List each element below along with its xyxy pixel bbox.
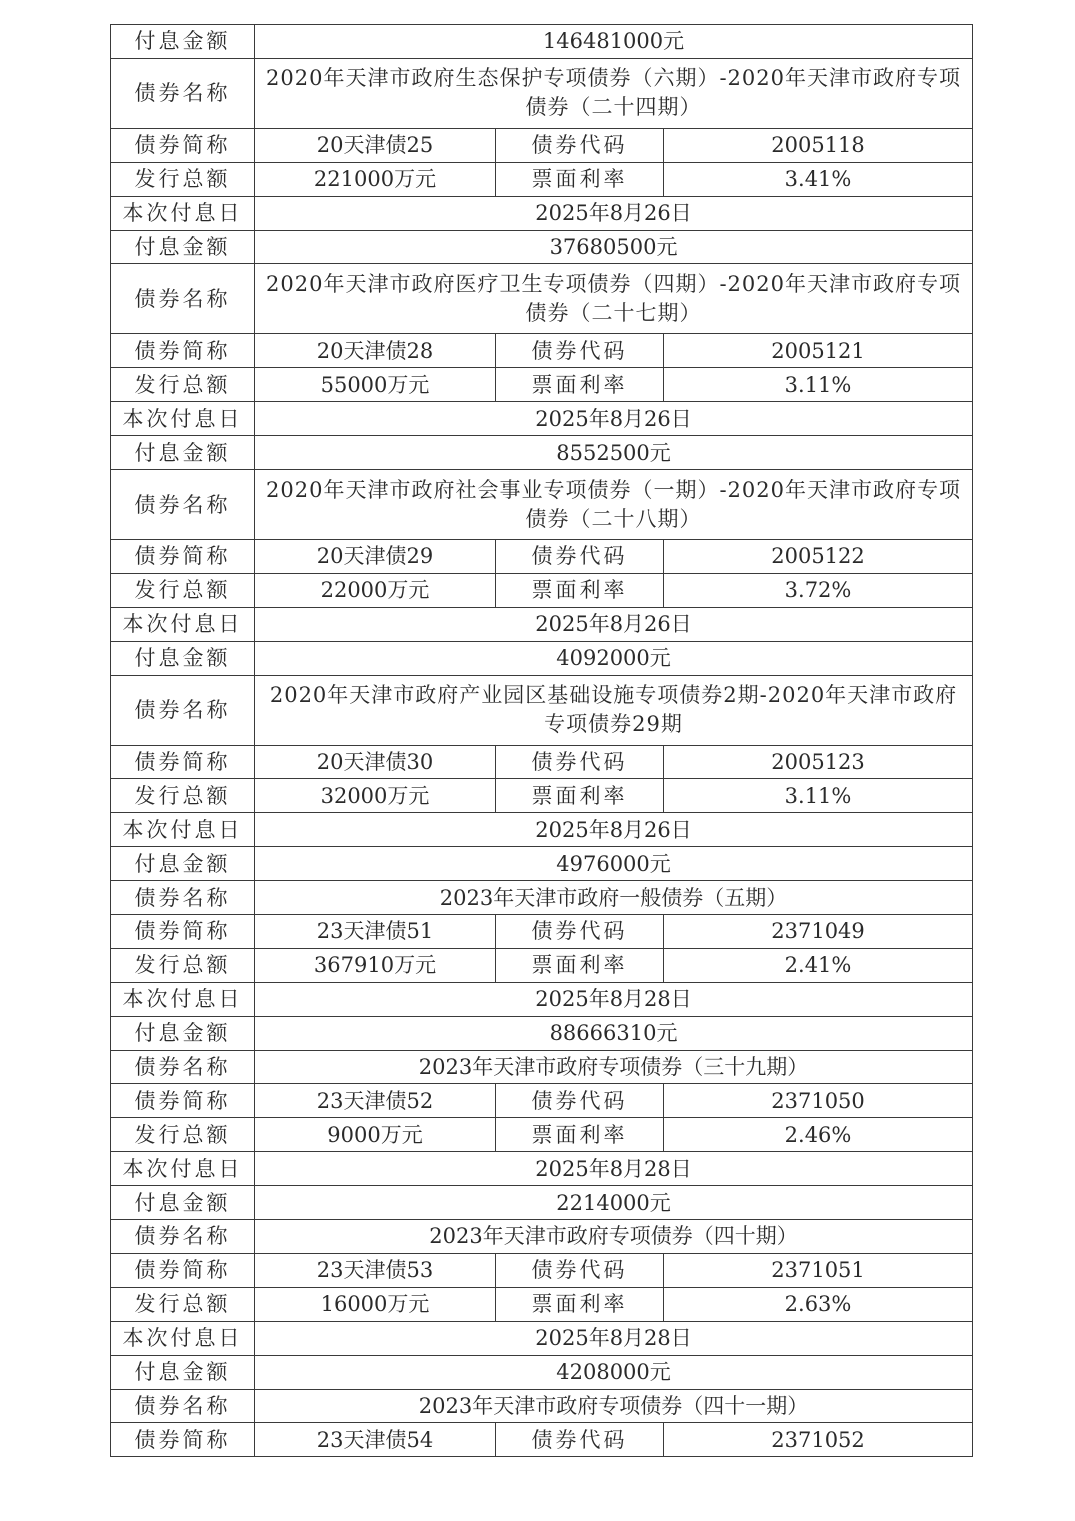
- bond-code-value: 2371052: [664, 1423, 973, 1457]
- total-issue-label: 发行总额: [111, 1287, 255, 1321]
- bond-code-value: 2005123: [664, 745, 973, 779]
- payment-date-value: 2025年8月26日: [255, 402, 973, 436]
- table-row: [111, 982, 973, 1016]
- payment-date-value: 2025年8月26日: [255, 196, 973, 230]
- payment-date-label: 本次付息日: [111, 607, 255, 641]
- table-row: [111, 402, 973, 436]
- payment-date-label: 本次付息日: [111, 1321, 255, 1355]
- bond-name-value: 2023年天津市政府专项债券（四十一期）: [255, 1389, 973, 1423]
- coupon-rate-value: 3.11%: [664, 368, 973, 402]
- table-row: [111, 1118, 973, 1152]
- table-row: [111, 1152, 973, 1186]
- payment-amount-value: 88666310元: [255, 1016, 973, 1050]
- bond-name-label: 债券名称: [111, 675, 255, 745]
- table-row: [111, 334, 973, 368]
- bond-code-value: 2371049: [664, 915, 973, 949]
- short-name-value: 23天津债53: [255, 1253, 496, 1287]
- total-issue-value: 55000万元: [255, 368, 496, 402]
- table-row: [111, 230, 973, 264]
- table-row: [111, 1389, 973, 1423]
- coupon-rate-label: 票面利率: [496, 1118, 664, 1152]
- payment-amount-value: 146481000元: [255, 25, 973, 59]
- bond-name-value: 2023年天津市政府专项债券（四十期）: [255, 1220, 973, 1254]
- payment-date-value: 2025年8月28日: [255, 1321, 973, 1355]
- payment-date-label: 本次付息日: [111, 402, 255, 436]
- short-name-label: 债券简称: [111, 540, 255, 574]
- total-issue-label: 发行总额: [111, 1118, 255, 1152]
- short-name-value: 23天津债51: [255, 915, 496, 949]
- coupon-rate-label: 票面利率: [496, 1287, 664, 1321]
- table-row: [111, 573, 973, 607]
- table-row: [111, 881, 973, 915]
- table-row: [111, 470, 973, 540]
- bond-code-label: 债券代码: [496, 334, 664, 368]
- payment-date-label: 本次付息日: [111, 813, 255, 847]
- payment-amount-label: 付息金额: [111, 641, 255, 675]
- bond-code-label: 债券代码: [496, 1084, 664, 1118]
- short-name-label: 债券简称: [111, 128, 255, 162]
- payment-amount-value: 2214000元: [255, 1186, 973, 1220]
- payment-date-value: 2025年8月26日: [255, 607, 973, 641]
- total-issue-value: 9000万元: [255, 1118, 496, 1152]
- table-row: [111, 779, 973, 813]
- payment-date-label: 本次付息日: [111, 982, 255, 1016]
- bond-name-label: 债券名称: [111, 881, 255, 915]
- table-row: [111, 745, 973, 779]
- table-row: [111, 1186, 973, 1220]
- payment-date-label: 本次付息日: [111, 1152, 255, 1186]
- bond-code-label: 债券代码: [496, 128, 664, 162]
- coupon-rate-label: 票面利率: [496, 162, 664, 196]
- payment-amount-label: 付息金额: [111, 847, 255, 881]
- payment-date-value: 2025年8月28日: [255, 982, 973, 1016]
- table-row: [111, 1287, 973, 1321]
- table-row: [111, 1423, 973, 1457]
- table-row: [111, 1321, 973, 1355]
- coupon-rate-label: 票面利率: [496, 779, 664, 813]
- payment-amount-value: 4092000元: [255, 641, 973, 675]
- coupon-rate-label: 票面利率: [496, 573, 664, 607]
- bond-name-label: 债券名称: [111, 264, 255, 334]
- bond-code-label: 债券代码: [496, 915, 664, 949]
- short-name-value: 20天津债30: [255, 745, 496, 779]
- coupon-rate-value: 2.63%: [664, 1287, 973, 1321]
- payment-amount-label: 付息金额: [111, 25, 255, 59]
- bond-name-value: 2020年天津市政府产业园区基础设施专项债券2期-2020年天津市政府专项债券29期: [255, 675, 973, 745]
- short-name-label: 债券简称: [111, 1253, 255, 1287]
- total-issue-label: 发行总额: [111, 948, 255, 982]
- total-issue-value: 367910万元: [255, 948, 496, 982]
- total-issue-value: 22000万元: [255, 573, 496, 607]
- coupon-rate-value: 2.46%: [664, 1118, 973, 1152]
- bond-table-body: [111, 25, 973, 1457]
- bond-code-value: 2005118: [664, 128, 973, 162]
- total-issue-label: 发行总额: [111, 368, 255, 402]
- coupon-rate-value: 3.41%: [664, 162, 973, 196]
- payment-amount-label: 付息金额: [111, 1355, 255, 1389]
- bond-code-value: 2371050: [664, 1084, 973, 1118]
- total-issue-label: 发行总额: [111, 573, 255, 607]
- bond-interest-table: [110, 24, 973, 1457]
- table-row: [111, 675, 973, 745]
- table-row: [111, 436, 973, 470]
- coupon-rate-value: 2.41%: [664, 948, 973, 982]
- payment-amount-value: 8552500元: [255, 436, 973, 470]
- table-row: [111, 25, 973, 59]
- coupon-rate-label: 票面利率: [496, 368, 664, 402]
- table-row: [111, 1253, 973, 1287]
- short-name-value: 23天津债52: [255, 1084, 496, 1118]
- payment-date-label: 本次付息日: [111, 196, 255, 230]
- short-name-label: 债券简称: [111, 334, 255, 368]
- bond-code-label: 债券代码: [496, 1253, 664, 1287]
- payment-amount-label: 付息金额: [111, 436, 255, 470]
- table-row: [111, 1355, 973, 1389]
- table-row: [111, 1084, 973, 1118]
- bond-name-label: 债券名称: [111, 1389, 255, 1423]
- payment-date-value: 2025年8月26日: [255, 813, 973, 847]
- total-issue-value: 221000万元: [255, 162, 496, 196]
- bond-name-label: 债券名称: [111, 470, 255, 540]
- bond-code-value: 2371051: [664, 1253, 973, 1287]
- payment-amount-value: 4976000元: [255, 847, 973, 881]
- total-issue-value: 32000万元: [255, 779, 496, 813]
- total-issue-label: 发行总额: [111, 162, 255, 196]
- short-name-label: 债券简称: [111, 915, 255, 949]
- table-row: [111, 196, 973, 230]
- table-row: [111, 813, 973, 847]
- bond-name-value: 2020年天津市政府社会事业专项债券（一期）-2020年天津市政府专项债券（二十八期）: [255, 470, 973, 540]
- bond-name-label: 债券名称: [111, 1050, 255, 1084]
- bond-name-label: 债券名称: [111, 1220, 255, 1254]
- payment-amount-label: 付息金额: [111, 1186, 255, 1220]
- short-name-value: 20天津债28: [255, 334, 496, 368]
- table-row: [111, 540, 973, 574]
- table-row: [111, 607, 973, 641]
- payment-amount-value: 4208000元: [255, 1355, 973, 1389]
- short-name-label: 债券简称: [111, 1084, 255, 1118]
- short-name-value: 20天津债25: [255, 128, 496, 162]
- bond-code-label: 债券代码: [496, 745, 664, 779]
- short-name-value: 20天津债29: [255, 540, 496, 574]
- bond-name-value: 2023年天津市政府专项债券（三十九期）: [255, 1050, 973, 1084]
- table-row: [111, 368, 973, 402]
- bond-code-label: 债券代码: [496, 1423, 664, 1457]
- payment-amount-label: 付息金额: [111, 230, 255, 264]
- bond-name-value: 2020年天津市政府生态保护专项债券（六期）-2020年天津市政府专项债券（二十四期）: [255, 58, 973, 128]
- table-row: [111, 1220, 973, 1254]
- table-row: [111, 948, 973, 982]
- table-row: [111, 915, 973, 949]
- table-row: [111, 162, 973, 196]
- short-name-value: 23天津债54: [255, 1423, 496, 1457]
- short-name-label: 债券简称: [111, 745, 255, 779]
- payment-amount-label: 付息金额: [111, 1016, 255, 1050]
- bond-name-value: 2023年天津市政府一般债券（五期）: [255, 881, 973, 915]
- table-row: [111, 264, 973, 334]
- coupon-rate-value: 3.72%: [664, 573, 973, 607]
- bond-name-label: 债券名称: [111, 58, 255, 128]
- total-issue-label: 发行总额: [111, 779, 255, 813]
- payment-amount-value: 37680500元: [255, 230, 973, 264]
- bond-code-value: 2005121: [664, 334, 973, 368]
- payment-date-value: 2025年8月28日: [255, 1152, 973, 1186]
- table-row: [111, 641, 973, 675]
- table-row: [111, 1016, 973, 1050]
- bond-name-value: 2020年天津市政府医疗卫生专项债券（四期）-2020年天津市政府专项债券（二十七期）: [255, 264, 973, 334]
- short-name-label: 债券简称: [111, 1423, 255, 1457]
- table-row: [111, 128, 973, 162]
- table-row: [111, 58, 973, 128]
- coupon-rate-label: 票面利率: [496, 948, 664, 982]
- table-row: [111, 1050, 973, 1084]
- bond-code-value: 2005122: [664, 540, 973, 574]
- total-issue-value: 16000万元: [255, 1287, 496, 1321]
- bond-code-label: 债券代码: [496, 540, 664, 574]
- table-row: [111, 847, 973, 881]
- coupon-rate-value: 3.11%: [664, 779, 973, 813]
